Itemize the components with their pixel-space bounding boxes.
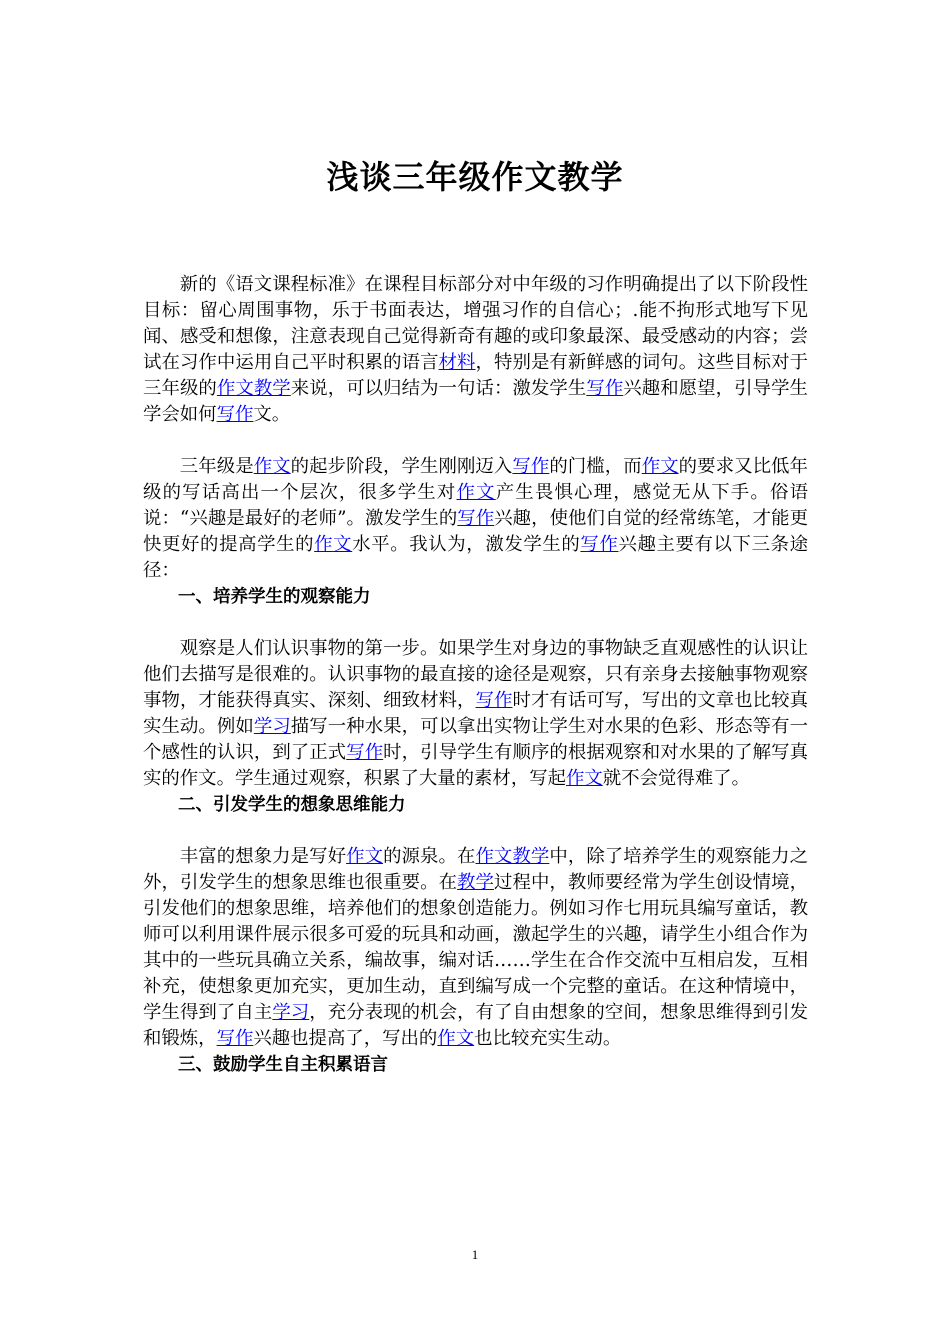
- text-run: 的门槛，而: [549, 456, 642, 477]
- text-run: 产生畏惧心理，感觉无从下手。俗语说：“兴趣是最好的老师”。激发学生的: [143, 482, 808, 529]
- link-writing[interactable]: 写作: [512, 456, 550, 477]
- link-study[interactable]: 学习: [253, 716, 291, 737]
- text-run: 描写一种水果，可以拿出实物让学生对水果的色彩、形态等有一个感性的认识，到了正式: [143, 716, 808, 763]
- link-writing[interactable]: 写作: [216, 404, 254, 425]
- text-run: 新的《语文课程标准》在课程目标部分对中年级的习作明确提出了以下阶段性目标：留心周围事物，乐于书面表达，增强习作的自信心；.能不拘形式地写下见闻、感受和想像，注意表现自己觉得新奇有趣的或印象最深、最受感动的内容；尝试在习作中运用自己平时积累的语言: [143, 274, 808, 373]
- link-teaching[interactable]: 教学: [457, 872, 494, 893]
- text-run: 也比较充实生动。: [474, 1028, 622, 1049]
- text-run: 的起步阶段，学生刚刚迈入: [290, 456, 513, 477]
- text-run: 中，除了培养学生的观察能力之外，引发学生的想象思维也很重要。在: [143, 846, 808, 893]
- link-composition[interactable]: 作文: [641, 456, 679, 477]
- link-writing[interactable]: 写作: [586, 378, 624, 399]
- document-body: [143, 272, 808, 1078]
- text-run: 兴趣和愿望，引导学生学会如何: [143, 378, 808, 425]
- text-run: ，特别是有新鲜感的词句。这些目标对于三年级的: [143, 352, 808, 399]
- link-writing[interactable]: 写作: [216, 1028, 254, 1049]
- text-run: 水平。我认为，激发学生的: [352, 534, 581, 555]
- paragraph-observation: [143, 636, 808, 792]
- link-composition[interactable]: 作文: [456, 482, 496, 503]
- link-composition-teaching[interactable]: 作文教学: [475, 846, 550, 867]
- text-run: ，充分表现的机会，有了自由想象的空间，想象思维得到引发和锻炼，: [143, 1002, 808, 1049]
- link-materials[interactable]: 材料: [438, 352, 476, 373]
- section-heading-imagination: 二、引发学生的想象思维能力: [178, 795, 406, 815]
- page-title: 浅谈三年级作文教学: [326, 158, 624, 196]
- text-run: 丰富的想象力是写好: [179, 846, 347, 867]
- link-writing[interactable]: 写作: [346, 742, 384, 763]
- text-run: 的源泉。在: [383, 846, 476, 867]
- section-heading-observation: 一、培养学生的观察能力: [178, 587, 371, 607]
- text-run: 兴趣主要有以下三条途径：: [143, 534, 808, 581]
- text-run: 时才有话可写，写出的文章也比较真实生动。例如: [143, 690, 808, 737]
- link-composition-teaching[interactable]: 作文教学: [216, 378, 291, 399]
- paragraph-imagination: [143, 844, 808, 1052]
- text-run: 过程中，教师要经常为学生创设情境，引发他们的想象思维，培养他们的想象创造能力。例如习作七用玩具编写童话，教师可以利用课件展示很多可爱的玩具和动画，激起学生的兴趣，请学生小组合作为其中的一些玩具确立关系，编故事，编对话……学生在合作交流中互相启发，互相补充，使想象更加充实，更加生动，直到编写成一个完整的童话。在这种情境中，学生得到了自主: [143, 872, 808, 1023]
- link-composition[interactable]: 作文: [566, 768, 603, 789]
- text-run: 文。: [253, 404, 291, 425]
- text-run: 的要求又比低年级的写话高出一个层次，很多学生对: [143, 456, 808, 503]
- link-composition[interactable]: 作文: [314, 534, 353, 555]
- section-heading-language: 三、鼓励学生自主积累语言: [178, 1055, 388, 1075]
- link-writing[interactable]: 写作: [457, 508, 495, 529]
- paragraph-intro: [143, 272, 808, 428]
- text-run: 来说，可以归结为一句话：激发学生: [290, 378, 587, 399]
- link-writing[interactable]: 写作: [580, 534, 619, 555]
- link-writing[interactable]: 写作: [475, 690, 513, 711]
- paragraph-stage: [143, 454, 808, 584]
- link-composition[interactable]: 作文: [346, 846, 384, 867]
- text-run: 时，引导学生有顺序的根据观察和对水果的了解写真实的作文。学生通过观察，积累了大量的素材，写起: [143, 742, 808, 789]
- text-run: 兴趣也提高了，写出的: [253, 1028, 438, 1049]
- text-run: 就不会觉得难了。: [602, 768, 750, 789]
- link-study[interactable]: 学习: [272, 1002, 310, 1023]
- text-run: 兴趣，使他们自觉的经常练笔，才能更快更好的提高学生的: [143, 508, 808, 555]
- link-composition[interactable]: 作文: [437, 1028, 475, 1049]
- link-composition[interactable]: 作文: [253, 456, 291, 477]
- text-run: 观察是人们认识事物的第一步。如果学生对身边的事物缺乏直观感性的认识让他们去描写是很难的。认识事物的最直接的途径是观察，只有亲身去接触事物观察事物，才能获得真实、深刻、细致材料，: [143, 638, 808, 711]
- page-number: 1: [471, 1247, 479, 1262]
- text-run: 三年级是: [179, 456, 254, 477]
